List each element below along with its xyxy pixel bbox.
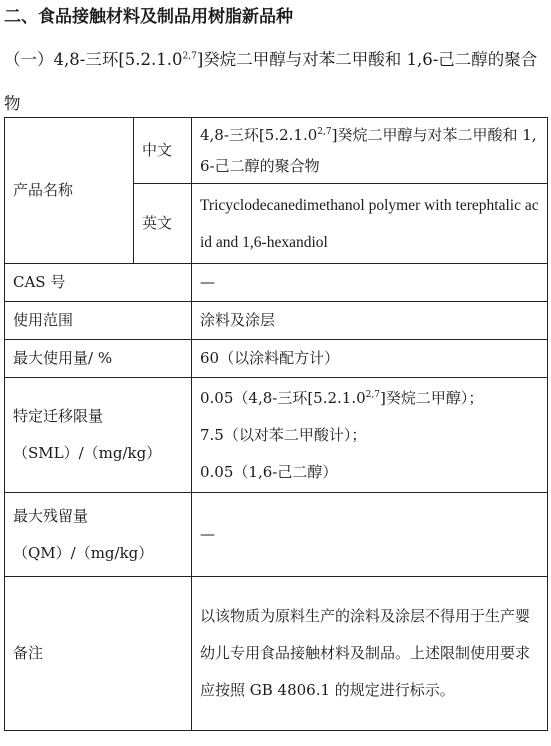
cn-name-superscript: 2,7 [317, 126, 332, 137]
subtitle-prefix: （一）4,8-三环[5.2.1.0 [4, 50, 183, 69]
english-name-label: 英文 [134, 184, 192, 264]
sml-label-line1: 特定迁移限量 [13, 407, 104, 425]
sml-value-line3: 0.05（1,6-己二醇） [200, 462, 338, 481]
table-row [5, 340, 548, 378]
sml-values [192, 378, 548, 493]
sml-value-line2: 7.5（以对苯二甲酸计）； [200, 425, 367, 444]
cn-name-suffix: ]癸烷二甲醇与对苯二甲酸和 1,6-己二醇的聚合物 [200, 125, 537, 175]
table-row [5, 302, 548, 340]
subtitle-suffix: ]癸烷二甲醇与对苯二甲酸和 1,6-己二醇的聚合物 [4, 50, 538, 113]
english-name-value: Tricyclodecanedimethanol polymer with terephtalic acid and 1,6-hexandiol [192, 184, 548, 264]
sml-value-line1-prefix: 0.05（4,8-三环[5.2.1.0 [200, 388, 366, 407]
notes-value: 以该物质为原料生产的涂料及涂层不得用于生产婴幼儿专用食品接触材料及制品。上述限制使用要求应按照 GB 4806.1 的规定进行标示。 [192, 577, 548, 731]
sml-value-superscript: 2,7 [365, 389, 380, 400]
qm-label [5, 493, 192, 577]
sml-label [5, 378, 192, 493]
table-row [5, 118, 548, 184]
item-subtitle [4, 38, 549, 126]
subtitle-superscript: 2,7 [182, 51, 197, 62]
max-use-value: 60（以涂料配方计） [192, 340, 548, 378]
chinese-name-label: 中文 [134, 118, 192, 184]
section-heading: 二、食品接触材料及制品用树脂新品种 [4, 7, 293, 27]
sml-value-line1 [200, 380, 539, 417]
table-row [5, 577, 548, 731]
chinese-name-value [192, 118, 548, 184]
sml-value-line1-suffix: ]癸烷二甲醇）； [379, 388, 484, 407]
max-use-label: 最大使用量/ % [5, 340, 192, 378]
table-row [5, 264, 548, 302]
table-row [5, 493, 548, 577]
specification-table [4, 117, 548, 731]
scope-label: 使用范围 [5, 302, 192, 340]
table-row [5, 378, 548, 493]
cas-label: CAS 号 [5, 264, 192, 302]
qm-label-line2: （QM）/（mg/kg） [13, 543, 154, 562]
cn-name-prefix: 4,8-三环[5.2.1.0 [200, 125, 318, 144]
qm-value: — [192, 493, 548, 577]
qm-label-line1: 最大残留量 [13, 506, 89, 525]
notes-label: 备注 [5, 577, 192, 731]
sml-label-line2: （SML）/（mg/kg） [13, 444, 162, 462]
scope-value: 涂料及涂层 [192, 302, 548, 340]
cas-value: — [192, 264, 548, 302]
product-name-label: 产品名称 [5, 118, 134, 264]
